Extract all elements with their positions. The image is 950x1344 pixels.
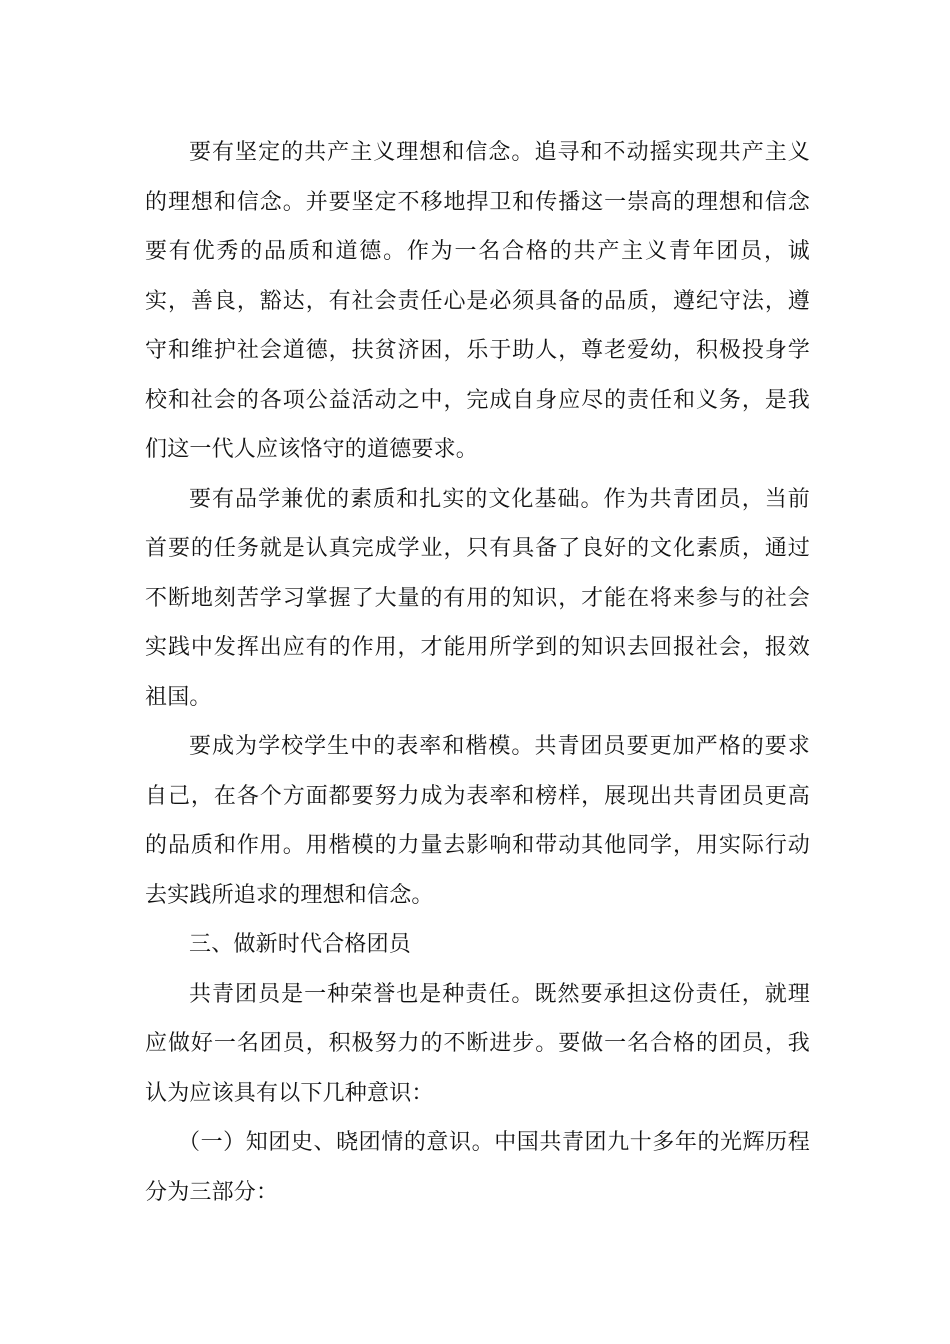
paragraph-role-model: 要成为学校学生中的表率和楷模。共青团员要更加严格的要求自己，在各个方面都要努力成为表率和榜样，展现出共青团员更高的品质和作用。用楷模的力量去影响和带动其他同学，用实际行动去实践所追求的理想和信念。 xyxy=(145,734,810,908)
paragraph-league-history: （一）知团史、晓团情的意识。中国共青团九十多年的光辉历程分为三部分： xyxy=(145,1130,810,1205)
section-heading-three: 三、做新时代合格团员 xyxy=(189,932,412,957)
document-body xyxy=(145,128,810,1217)
paragraph-ideals-and-morals: 要有坚定的共产主义理想和信念。追寻和不动摇实现共产主义的理想和信念。并要坚定不移地捍卫和传播这一崇高的理想和信念要有优秀的品质和道德。作为一名合格的共产主义青年团员，诚实，善良，豁达，有社会责任心是必须具备的品质，遵纪守法，遵守和维护社会道德，扶贫济困，乐于助人，尊老爱幼，积极投身学校和社会的各项公益活动之中，完成自身应尽的责任和义务，是我们这一代人应该恪守的道德要求。 xyxy=(145,140,810,462)
paragraph-honor-and-responsibility: 共青团员是一种荣誉也是种责任。既然要承担这份责任，就理应做好一名团员，积极努力的不断进步。要做一名合格的团员，我认为应该具有以下几种意识： xyxy=(145,981,810,1106)
paragraph-study-and-culture: 要有品学兼优的素质和扎实的文化基础。作为共青团员，当前首要的任务就是认真完成学业，只有具备了良好的文化素质，通过不断地刻苦学习掌握了大量的有用的知识，才能在将来参与的社会实践中发挥出应有的作用，才能用所学到的知识去回报社会，报效祖国。 xyxy=(145,486,810,710)
